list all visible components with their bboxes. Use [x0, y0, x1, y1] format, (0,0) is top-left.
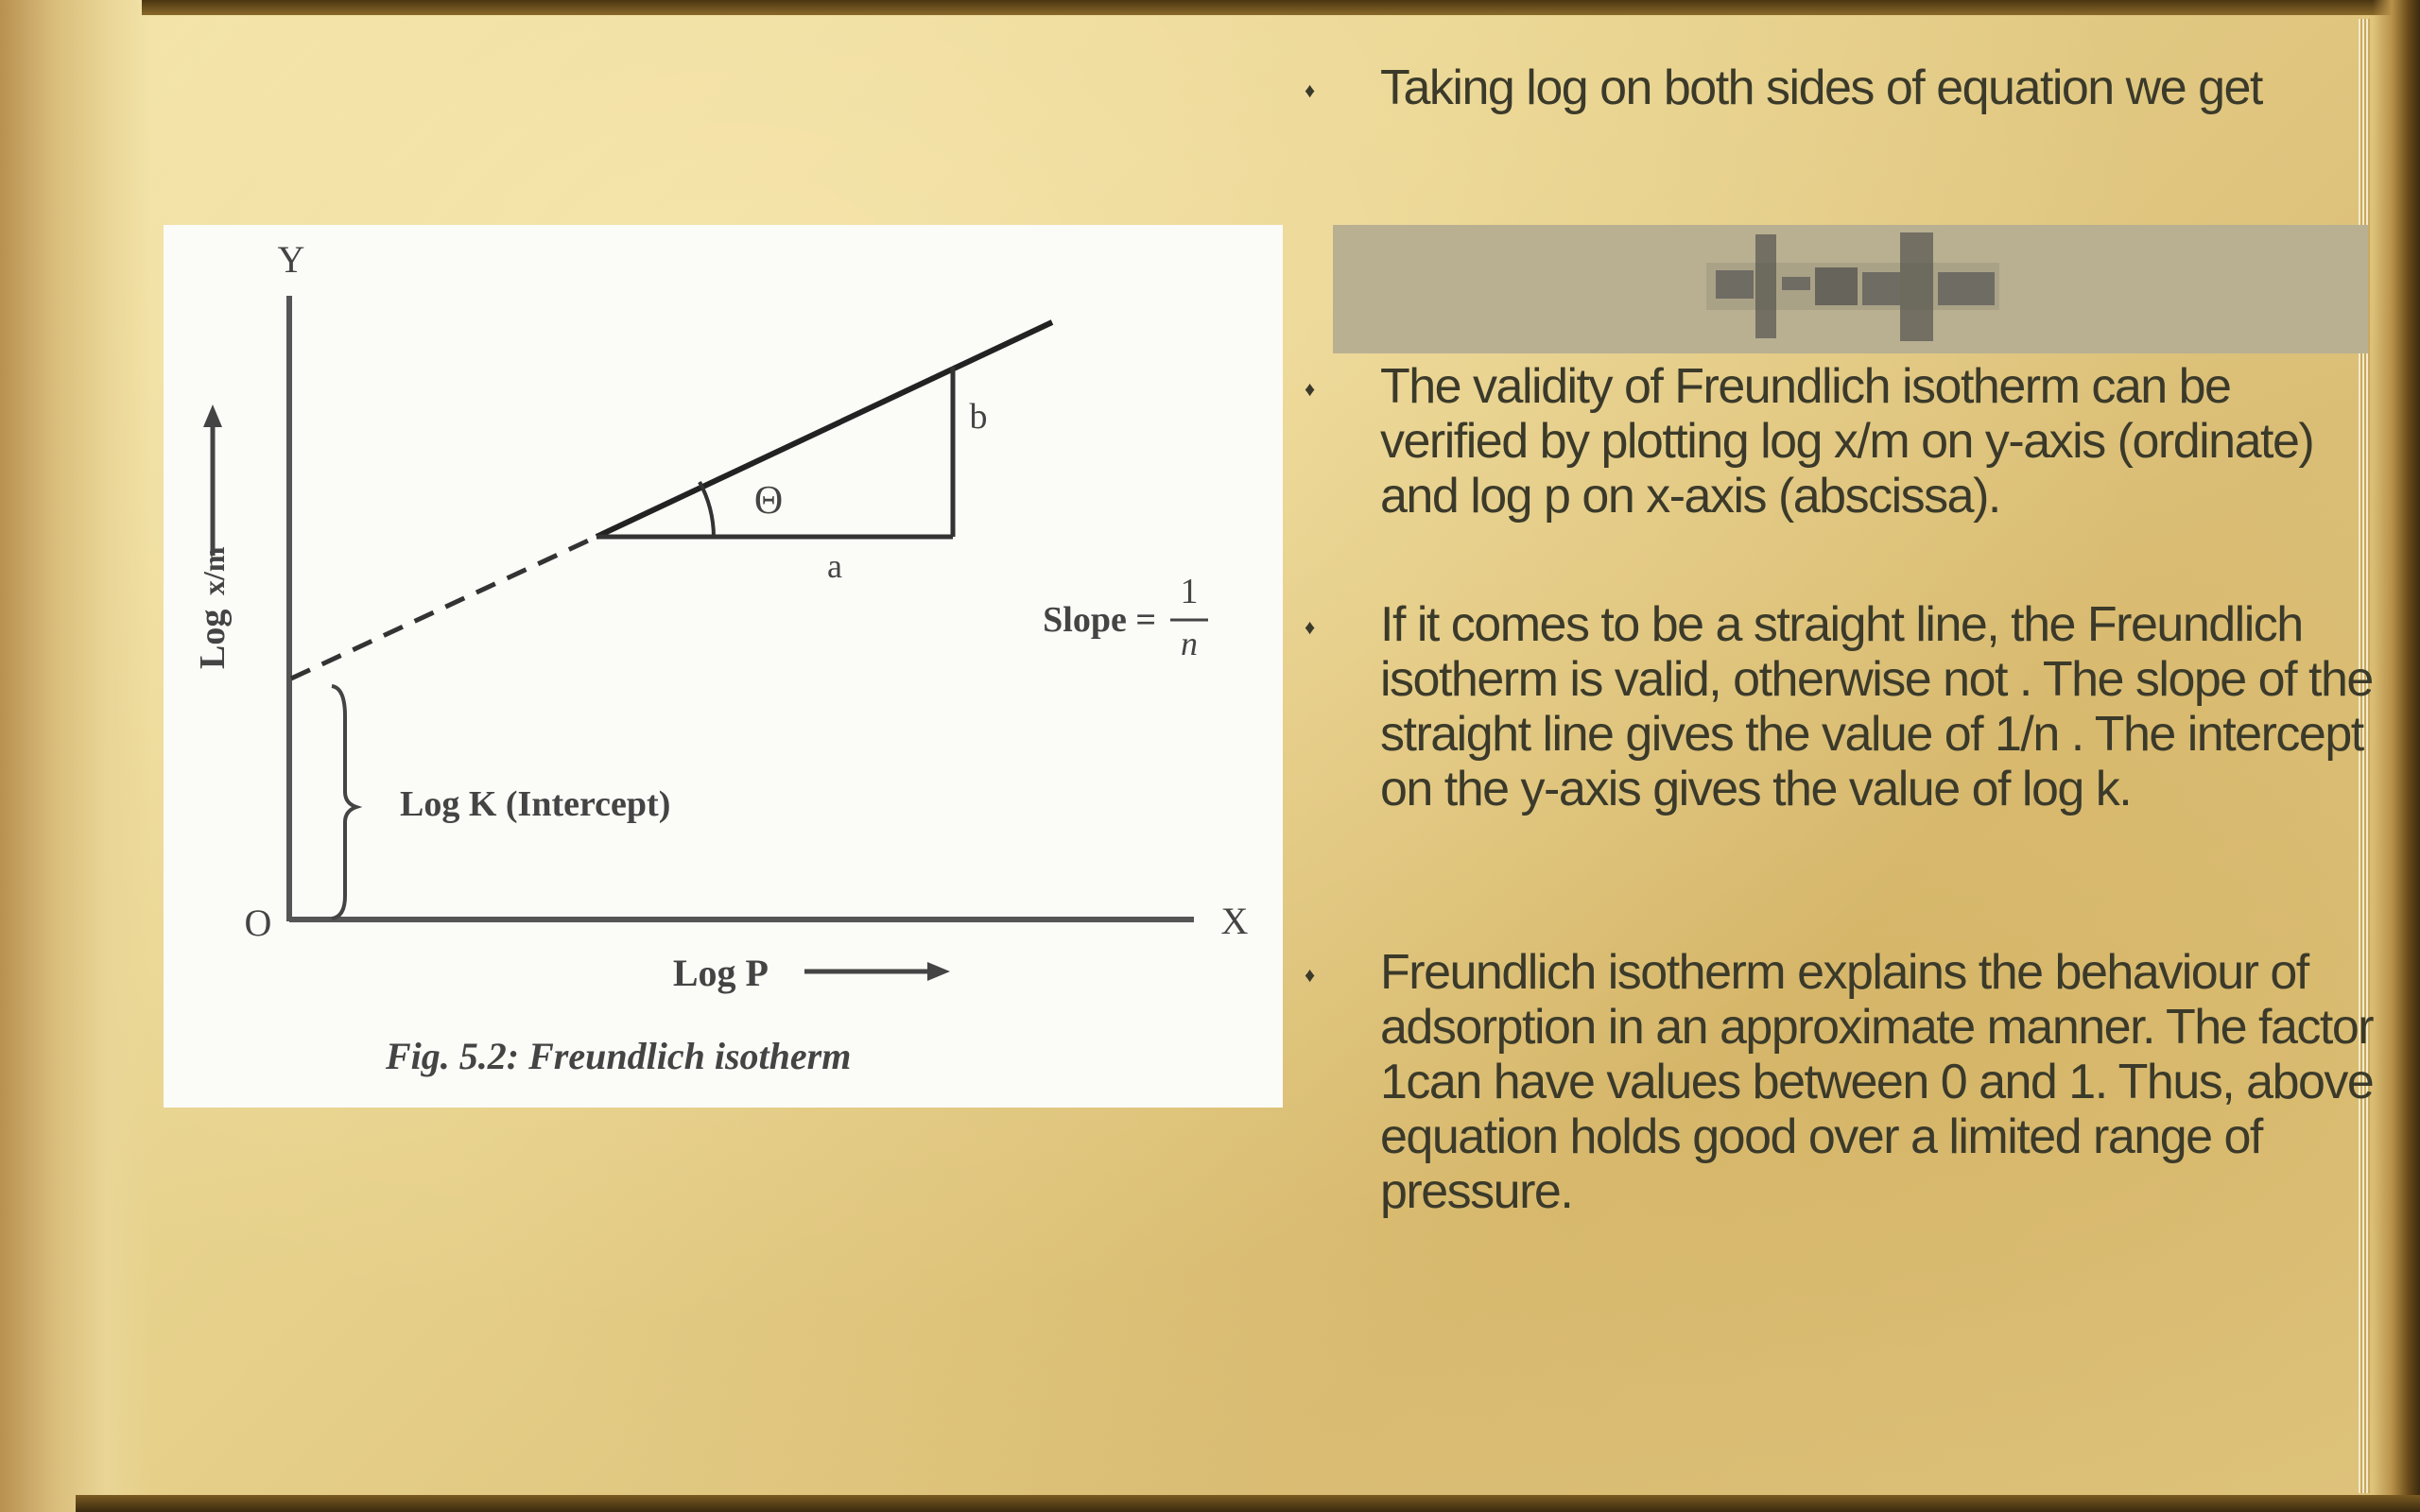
bullet-text: If it comes to be a straight line, the Freundlich isotherm is valid, otherwise not . The slope of the straight line gives the value of 1/n . The intercept on the y-axis gives the value of log k. [1380, 597, 2373, 816]
side-b-label: b [969, 397, 988, 437]
angle-label: Θ [753, 479, 784, 523]
freundlich-figure [164, 225, 1283, 1108]
intercept-brace [332, 686, 356, 919]
origin-label: O [244, 902, 272, 944]
y-axis-label: Y [277, 238, 305, 281]
x-quantity-label: Log P [672, 952, 769, 994]
side-a-label: a [827, 547, 842, 585]
slope-numerator: 1 [1180, 572, 1199, 611]
bottom-border [76, 1495, 2420, 1512]
book-spine [0, 0, 151, 1512]
bullet-list [1305, 0, 2382, 1323]
slope-denominator: n [1181, 625, 1198, 662]
y-frac-label: x/m [197, 546, 231, 595]
slope-label: Slope = [1043, 600, 1156, 640]
bullet-text: Taking log on both sides of equation we get [1380, 60, 2262, 115]
figure-caption: Fig. 5.2: Freundlich isotherm [386, 1035, 852, 1077]
diamond-bullet-icon: ♦ [1305, 78, 1316, 102]
y-log-label: Log [193, 609, 233, 669]
diamond-bullet-icon: ♦ [1305, 377, 1316, 401]
bullet-text: Freundlich isotherm explains the behaviour of adsorption in an approximate manner. The factor 1can have values between 0 and 1. Thus, above equation holds good over a limited range of pressure. [1380, 945, 2374, 1219]
up-arrow-icon [203, 404, 222, 427]
dashed-extrapolation [291, 537, 596, 679]
x-axis-label: X [1220, 900, 1249, 942]
right-arrow-icon [927, 962, 950, 981]
intercept-label: Log K (Intercept) [400, 784, 671, 824]
freundlich-diagram [164, 225, 1283, 1108]
y-quantity-label [193, 546, 233, 669]
diamond-bullet-icon: ♦ [1305, 615, 1316, 639]
bullet-text: The validity of Freundlich isotherm can be verified by plotting log x/m on y-axis (ordinate) and log p on x-axis (abscissa). [1380, 359, 2314, 524]
angle-arc [700, 482, 714, 537]
diamond-bullet-icon: ♦ [1305, 963, 1316, 987]
